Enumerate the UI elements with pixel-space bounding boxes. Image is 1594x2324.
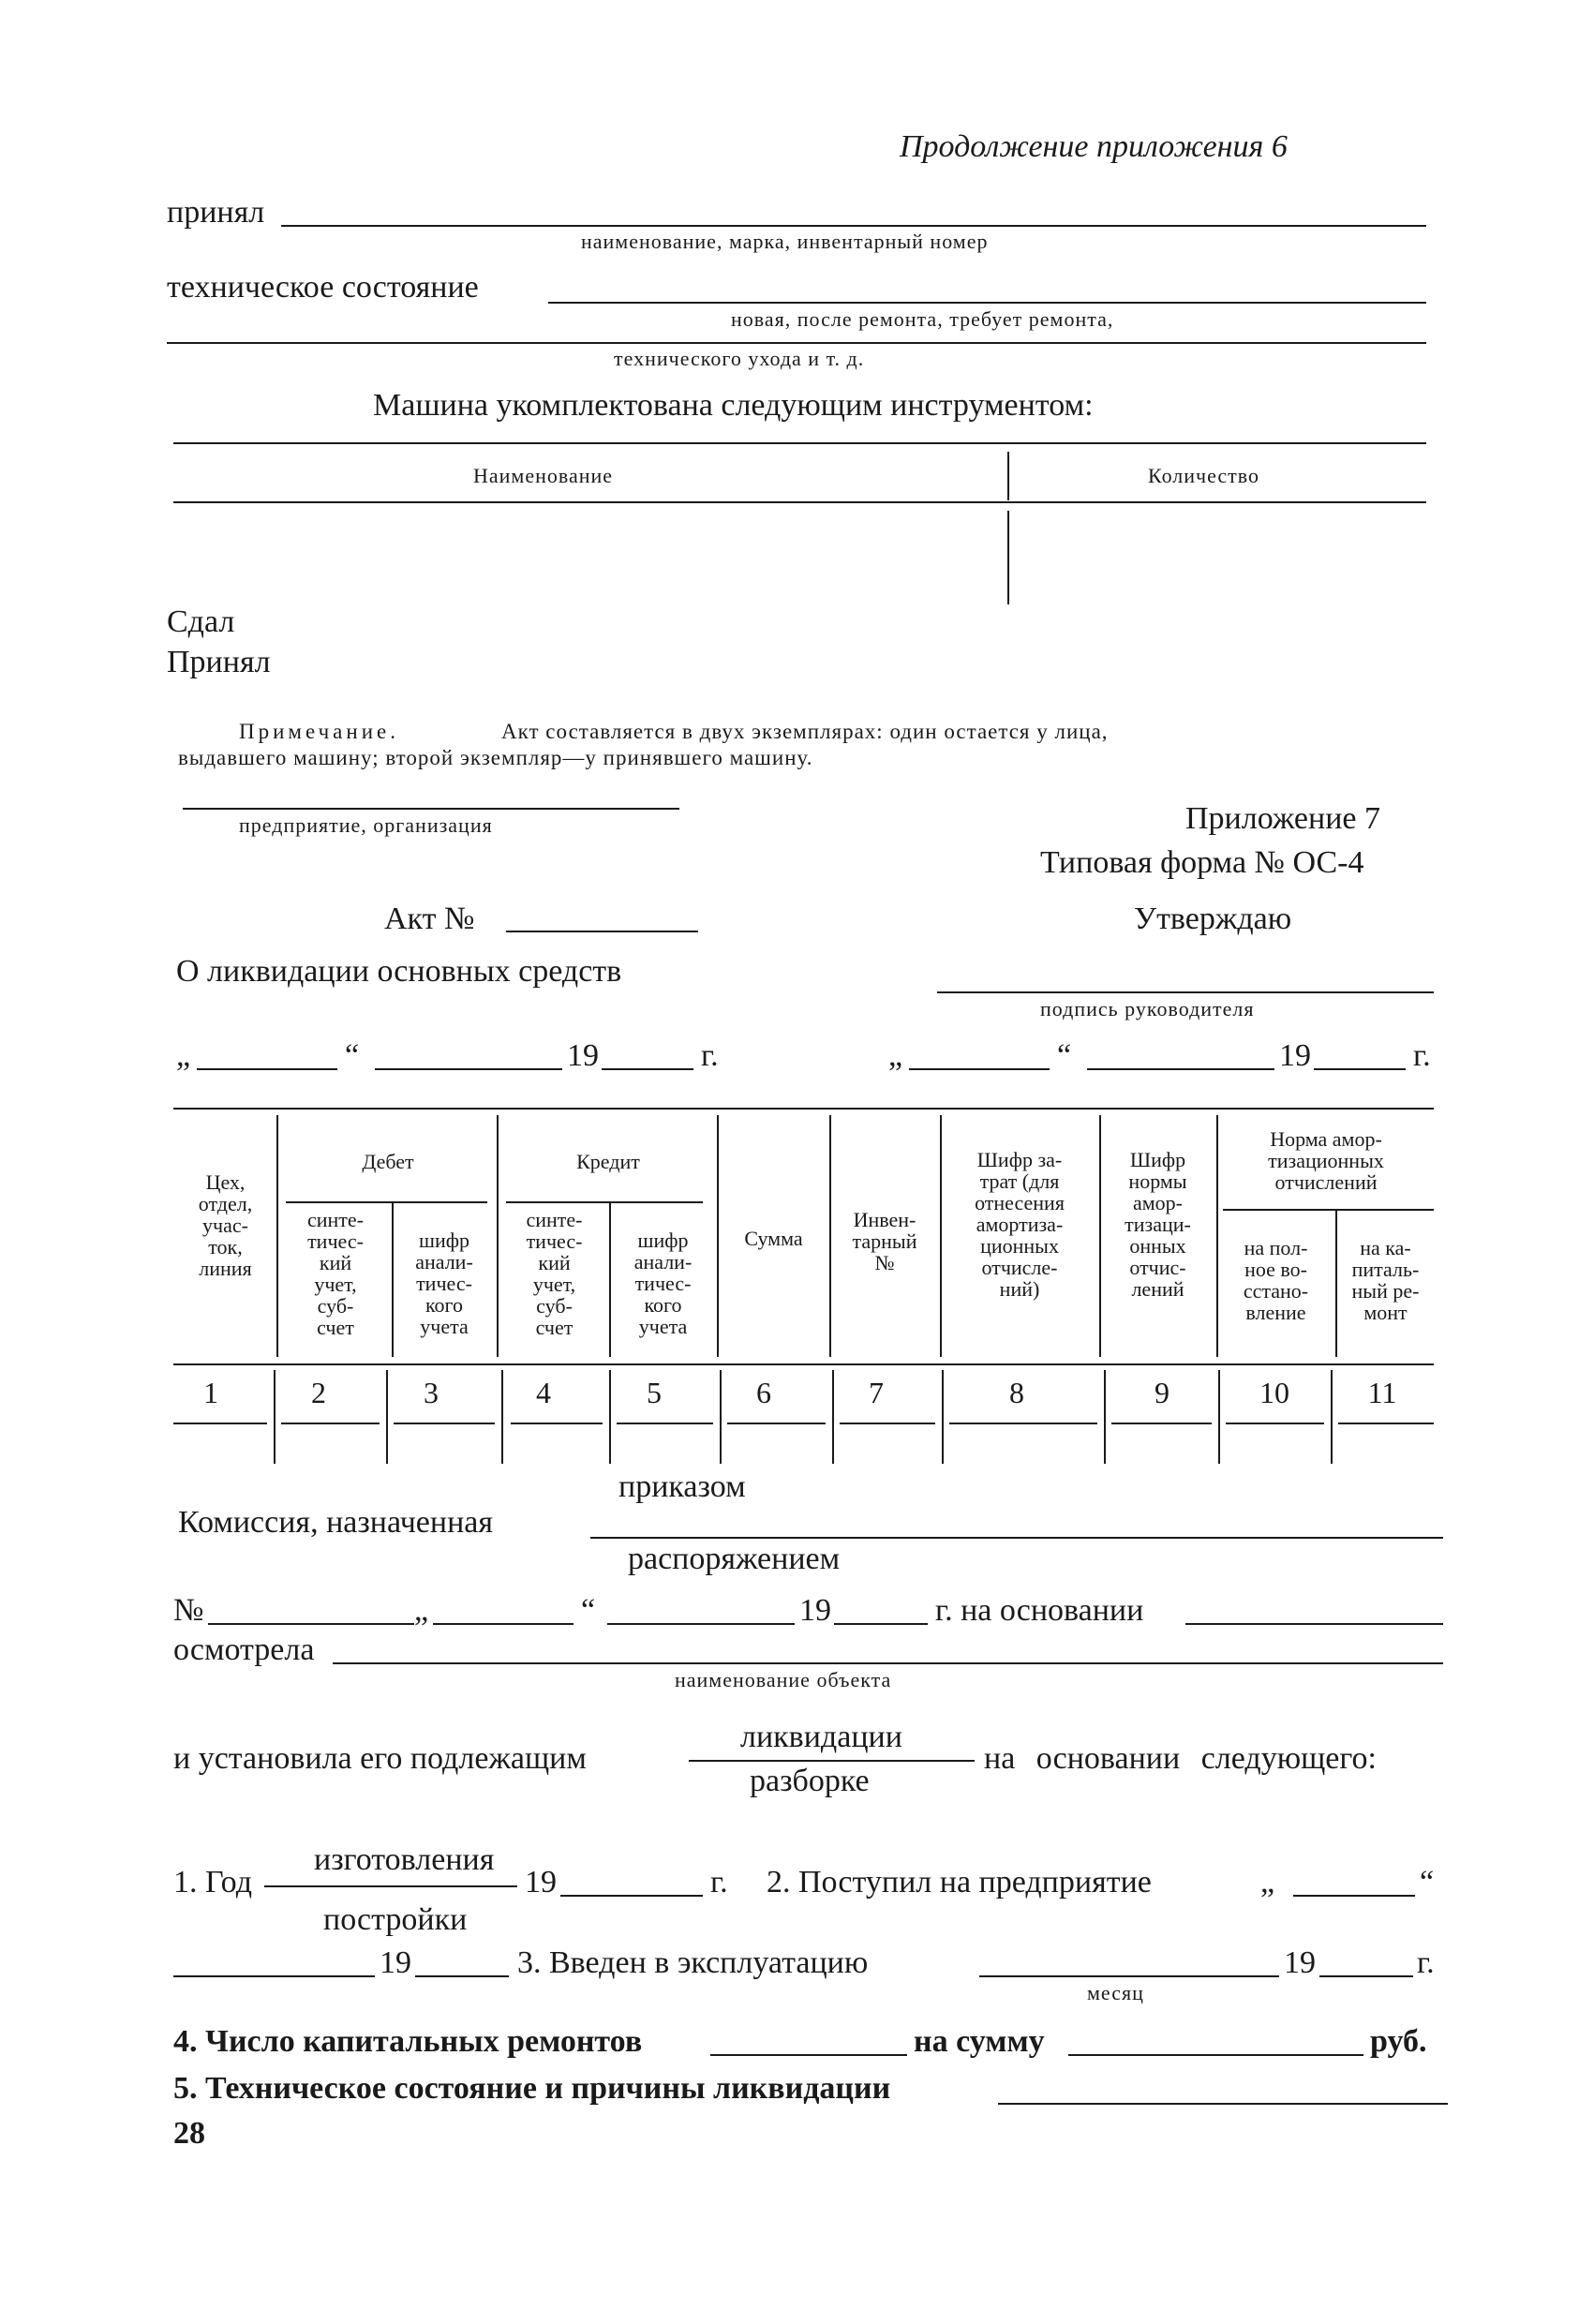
established-label: и установила его подлежащим: [173, 1741, 587, 1776]
col-credit-analytic: шифр анали- тичес- кого учета: [633, 1229, 693, 1338]
repairs-count-label: 4. Число капитальных ремонтов: [173, 2024, 643, 2059]
commission-label: Комиссия, назначенная: [178, 1505, 494, 1540]
numrow-underline: [281, 1423, 380, 1424]
col-credit-header: Кредит: [576, 1150, 640, 1173]
norm-underline: [1223, 1209, 1434, 1211]
signature-line[interactable]: [937, 991, 1434, 993]
accepted-caption: наименование, марка, инвентарный номер: [581, 230, 989, 253]
date-left-year[interactable]: [602, 1068, 693, 1070]
page-number: 28: [173, 2116, 205, 2151]
tools-header-bottom: [173, 501, 1426, 503]
on-sum-label: на сумму: [914, 2024, 1045, 2059]
col-number-1: 1: [203, 1376, 218, 1409]
col-credit-synthetic: синте- тичес- кий учет, суб- счет: [526, 1208, 583, 1339]
date-left-year-prefix: 19: [567, 1038, 599, 1073]
date-right-year[interactable]: [1314, 1068, 1406, 1070]
col-cost-code-header: Шифр за- трат (для отнесения амортиза- ционных отчисле- ний): [975, 1148, 1065, 1301]
commissioned-label: 3. Введен в эксплуатацию: [517, 1945, 869, 1980]
col-inventory-header: Инвен- тарный №: [852, 1208, 917, 1274]
commission-basis-line[interactable]: [1185, 1623, 1443, 1625]
received-enterprise-label: 2. Поступил на предприятие: [767, 1865, 1152, 1899]
col-workshop-header: Цех, отдел, учас- ток, линия: [198, 1170, 253, 1280]
numrow-vline: [720, 1370, 722, 1464]
col-debit-header: Дебет: [362, 1150, 414, 1173]
note-label: Примечание.: [239, 720, 399, 743]
numrow-vline: [1104, 1370, 1106, 1464]
col-number-2: 2: [311, 1376, 326, 1409]
date-right-quote-open: „: [888, 1038, 903, 1073]
approve-label: Утверждаю: [1134, 901, 1292, 936]
col-sum-header: Сумма: [744, 1227, 803, 1250]
handed-over-label: Сдал: [167, 604, 235, 639]
condition-label: техническое состояние: [167, 270, 479, 305]
directive-option: распоряжением: [628, 1542, 841, 1576]
act-title: О ликвидации основных средств: [176, 954, 622, 989]
numrow-underline: [1226, 1423, 1324, 1424]
commission-month-line[interactable]: [607, 1623, 795, 1625]
table-vline: [497, 1115, 499, 1357]
year-suffix: г.: [710, 1865, 728, 1899]
col-debit-analytic: шифр анали- тичес- кого учета: [415, 1229, 473, 1338]
commission-year-line[interactable]: [834, 1623, 928, 1625]
col-debit-synthetic: синте- тичес- кий учет, суб- счет: [306, 1208, 365, 1339]
numrow-vline: [832, 1370, 834, 1464]
commission-quote-mid: “: [581, 1593, 596, 1628]
commissioned-year-prefix: 19: [1284, 1945, 1316, 1980]
tools-col-divider: [1007, 452, 1009, 500]
condition-reasons-line[interactable]: [998, 2103, 1448, 2105]
numrow-vline: [1218, 1370, 1220, 1464]
order-option: приказом: [618, 1469, 746, 1504]
established-line[interactable]: [689, 1760, 975, 1762]
received-quote-open: „: [1260, 1865, 1275, 1899]
received-day-line[interactable]: [1293, 1895, 1415, 1897]
accepted-line[interactable]: [281, 225, 1426, 227]
col-number-5: 5: [647, 1376, 662, 1409]
accepted-label: принял: [167, 195, 265, 230]
col-norm-code-header: Шифр нормы амор- тизаци- онных отчис- лений: [1125, 1148, 1191, 1301]
inspected-line[interactable]: [333, 1662, 1443, 1664]
object-caption: наименование объекта: [675, 1668, 892, 1691]
tools-col-qty: Количество: [1148, 464, 1260, 487]
continuation-header: Продолжение приложения 6: [900, 129, 1288, 164]
year-value-line[interactable]: [560, 1895, 703, 1897]
commission-year-prefix: 19: [799, 1593, 831, 1628]
form-number: Типовая форма № ОС-4: [1040, 845, 1364, 880]
credit-underline: [506, 1201, 703, 1203]
dismantling-option: разборке: [750, 1764, 870, 1798]
tools-table-top: [173, 442, 1426, 444]
construction-option: постройки: [323, 1902, 468, 1937]
condition-caption-1: новая, после ремонта, требует ремонта,: [731, 307, 1114, 331]
date-right-month[interactable]: [1087, 1068, 1274, 1070]
col-number-11: 11: [1367, 1376, 1397, 1409]
commission-line[interactable]: [590, 1537, 1443, 1539]
org-caption: предприятие, организация: [239, 813, 493, 837]
col-number-6: 6: [756, 1376, 771, 1409]
manufacture-option: изготовления: [314, 1842, 495, 1877]
date-right-day[interactable]: [909, 1068, 1050, 1070]
received-quote-mid: “: [1420, 1865, 1435, 1899]
signature-caption: подпись руководителя: [1040, 997, 1255, 1020]
numrow-vline: [501, 1370, 503, 1464]
org-line[interactable]: [183, 808, 679, 810]
numrow-vline: [609, 1370, 611, 1464]
commissioned-month-line[interactable]: [979, 1975, 1279, 1977]
table-vline: [717, 1115, 719, 1357]
number-sign: №: [173, 1593, 204, 1628]
year-prefix: 19: [525, 1865, 557, 1899]
col-capital-repair: на ка- питаль- ный ре- монт: [1351, 1236, 1420, 1324]
numrow-vline: [942, 1370, 944, 1464]
act-no-line[interactable]: [506, 931, 698, 932]
basis-following: на основании следующего:: [984, 1741, 1377, 1776]
received-year-prefix: 19: [380, 1945, 411, 1980]
col-full-restore: на пол- ное во- сстано- вление: [1243, 1236, 1309, 1324]
note-line-1: Акт составляется в двух экземплярах: один остается у лица,: [501, 720, 1109, 743]
condition-caption-2: технического ухода и т. д.: [614, 347, 865, 370]
col-number-3: 3: [424, 1376, 439, 1409]
received-month-line[interactable]: [173, 1975, 375, 1977]
col-number-9: 9: [1155, 1376, 1169, 1409]
date-left-quote-mid: “: [345, 1038, 360, 1073]
numrow-underline: [727, 1423, 826, 1424]
tools-title: Машина укомплектована следующим инструментом:: [373, 388, 1094, 423]
numrow-vline: [386, 1370, 388, 1464]
date-left-month[interactable]: [375, 1068, 562, 1070]
commissioned-year-suffix: г.: [1417, 1945, 1435, 1980]
received-label: Принял: [167, 645, 271, 679]
numrow-underline: [1111, 1423, 1212, 1424]
date-left-quote-open: „: [176, 1038, 191, 1073]
col-number-8: 8: [1009, 1376, 1024, 1409]
col-number-7: 7: [869, 1376, 884, 1409]
note-line-2: выдавшего машину; второй экземпляр—у принявшего машину.: [178, 746, 813, 769]
condition-line-2[interactable]: [167, 342, 1426, 344]
col-norm-title: Норма амор- тизационных отчислений: [1268, 1127, 1384, 1194]
act-no-label: Акт №: [384, 901, 475, 936]
numrow-underline: [173, 1423, 267, 1424]
table-top-border: [173, 1108, 1434, 1110]
date-right-year-suffix: г.: [1413, 1038, 1431, 1073]
repairs-sum-line[interactable]: [1068, 2054, 1363, 2056]
date-left-day[interactable]: [197, 1068, 337, 1070]
commission-day-line[interactable]: [433, 1623, 574, 1625]
repairs-count-line[interactable]: [710, 2054, 907, 2056]
year-option-line[interactable]: [264, 1885, 517, 1887]
numrow-underline: [840, 1423, 935, 1424]
received-year-line[interactable]: [415, 1975, 509, 1977]
numrow-underline: [617, 1423, 713, 1424]
year-label: 1. Год: [173, 1865, 252, 1899]
inspected-label: осмотрела: [173, 1632, 315, 1667]
date-left-year-suffix: г.: [701, 1038, 719, 1073]
numrow-vline: [1331, 1370, 1333, 1464]
table-vline: [276, 1115, 278, 1357]
appendix-7: Приложение 7: [1185, 801, 1380, 836]
debit-underline: [286, 1201, 487, 1203]
commission-number-line[interactable]: [208, 1623, 414, 1625]
condition-reasons-label: 5. Техническое состояние и причины ликвидации: [173, 2071, 891, 2106]
tools-col-name: Наименование: [473, 464, 614, 487]
month-caption: месяц: [1087, 1981, 1144, 2004]
numrow-vline: [274, 1370, 276, 1464]
numrow-underline: [394, 1423, 495, 1424]
tools-body-divider: [1007, 511, 1009, 604]
date-right-quote-mid: “: [1057, 1038, 1072, 1073]
rub-label: руб.: [1370, 2024, 1427, 2059]
header-bottom-border: [173, 1363, 1434, 1365]
liquidation-option: ликвидации: [740, 1720, 902, 1754]
commission-quote-open: „: [414, 1593, 429, 1628]
numrow-underline: [949, 1423, 1097, 1424]
commission-on-basis: г. на основании: [935, 1593, 1144, 1628]
condition-line[interactable]: [548, 302, 1426, 304]
numrow-underline: [1338, 1423, 1434, 1424]
col-number-4: 4: [536, 1376, 551, 1409]
col-number-10: 10: [1259, 1376, 1289, 1409]
date-right-year-prefix: 19: [1279, 1038, 1311, 1073]
numrow-underline: [511, 1423, 603, 1424]
commissioned-year-line[interactable]: [1319, 1975, 1413, 1977]
